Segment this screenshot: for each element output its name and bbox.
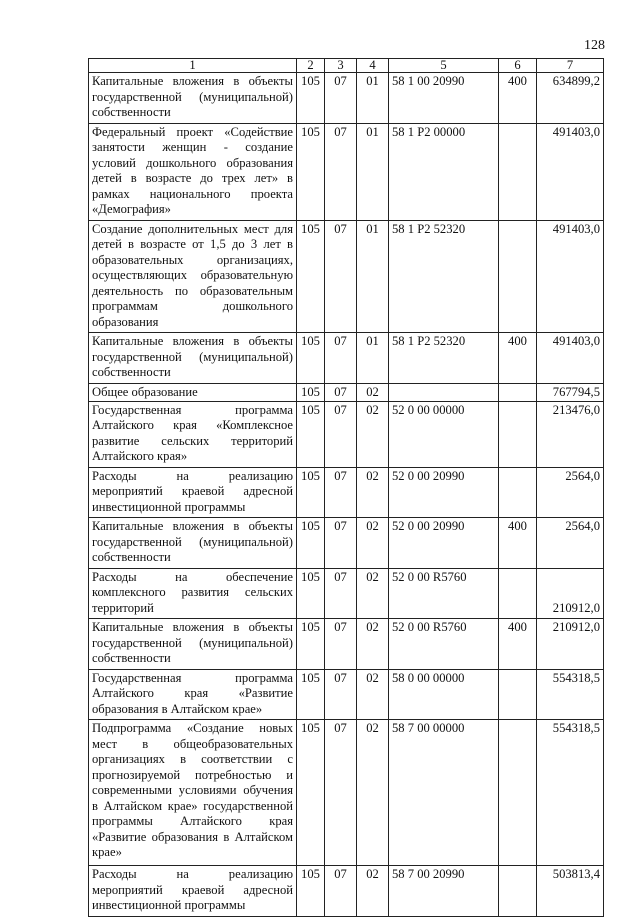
row-amount: 503813,4 — [537, 866, 604, 917]
table-row — [89, 720, 604, 866]
row-name: Общее образование — [89, 383, 297, 401]
row-section: 07 — [325, 333, 357, 384]
row-section: 07 — [325, 619, 357, 670]
row-name: Подпрограмма «Создание новых мест в общеобразовательных организациях в соответствии с прогнозируемой потребностью и современными условиями обучения в Алтайском крае» государственной программы Алтайского края «Развитие образования в Алтайском крае» — [89, 720, 297, 866]
row-expense-type — [499, 383, 537, 401]
row-subsection: 02 — [357, 619, 389, 670]
row-section: 07 — [325, 720, 357, 866]
row-target-article: 52 0 00 20990 — [389, 518, 499, 569]
table-row — [89, 669, 604, 720]
row-name: Расходы на реализацию мероприятий краевой адресной инвестиционной программы — [89, 467, 297, 518]
header-col-6: 6 — [499, 59, 537, 73]
row-code-ministry: 105 — [297, 518, 325, 569]
table-row — [89, 467, 604, 518]
table-row — [89, 220, 604, 333]
row-subsection: 02 — [357, 568, 389, 619]
row-code-ministry: 105 — [297, 220, 325, 333]
row-subsection: 01 — [357, 333, 389, 384]
row-name: Федеральный проект «Содействие занятости женщин - создание условий дошкольного образования детей в возрасте до трех лет» в рамках национального проекта «Демография» — [89, 123, 297, 220]
row-amount: 210912,0 — [537, 568, 604, 619]
row-expense-type — [499, 467, 537, 518]
row-target-article: 58 1 P2 52320 — [389, 333, 499, 384]
row-target-article: 52 0 00 00000 — [389, 401, 499, 467]
row-code-ministry: 105 — [297, 383, 325, 401]
row-subsection: 02 — [357, 866, 389, 917]
header-col-7: 7 — [537, 59, 604, 73]
row-expense-type — [499, 866, 537, 917]
header-col-5: 5 — [389, 59, 499, 73]
table-row — [89, 866, 604, 917]
row-target-article: 58 7 00 20990 — [389, 866, 499, 917]
row-amount: 213476,0 — [537, 401, 604, 467]
row-amount: 491403,0 — [537, 333, 604, 384]
page-number: 128 — [584, 38, 605, 53]
row-code-ministry: 105 — [297, 401, 325, 467]
row-subsection: 01 — [357, 220, 389, 333]
row-target-article: 58 1 00 20990 — [389, 73, 499, 124]
row-amount: 634899,2 — [537, 73, 604, 124]
row-expense-type: 400 — [499, 333, 537, 384]
row-target-article: 52 0 00 R5760 — [389, 619, 499, 670]
row-name: Государственная программа Алтайского края «Комплексное развитие сельских территорий Алтайского края» — [89, 401, 297, 467]
table-row — [89, 383, 604, 401]
header-col-2: 2 — [297, 59, 325, 73]
row-name: Расходы на обеспечение комплексного развития сельских территорий — [89, 568, 297, 619]
row-expense-type — [499, 401, 537, 467]
row-target-article — [389, 383, 499, 401]
row-section: 07 — [325, 669, 357, 720]
row-subsection: 02 — [357, 383, 389, 401]
row-code-ministry: 105 — [297, 123, 325, 220]
row-expense-type: 400 — [499, 619, 537, 670]
row-code-ministry: 105 — [297, 720, 325, 866]
row-subsection: 02 — [357, 467, 389, 518]
row-name: Капитальные вложения в объекты государственной (муниципальной) собственности — [89, 73, 297, 124]
header-col-3: 3 — [325, 59, 357, 73]
table-row — [89, 619, 604, 670]
row-expense-type: 400 — [499, 518, 537, 569]
row-section: 07 — [325, 73, 357, 124]
row-name: Государственная программа Алтайского края «Развитие образования в Алтайском крае» — [89, 669, 297, 720]
row-target-article: 58 1 P2 52320 — [389, 220, 499, 333]
row-subsection: 02 — [357, 401, 389, 467]
row-code-ministry: 105 — [297, 619, 325, 670]
row-name: Создание дополнительных мест для детей в возрасте от 1,5 до 3 лет в образовательных организациях, осуществляющих образовательную деятельность по образовательным программам дошкольного образования — [89, 220, 297, 333]
row-subsection: 02 — [357, 669, 389, 720]
table-row — [89, 73, 604, 124]
row-amount: 554318,5 — [537, 669, 604, 720]
row-target-article: 58 0 00 00000 — [389, 669, 499, 720]
row-section: 07 — [325, 467, 357, 518]
row-expense-type — [499, 220, 537, 333]
row-amount: 2564,0 — [537, 518, 604, 569]
row-amount: 491403,0 — [537, 220, 604, 333]
row-section: 07 — [325, 383, 357, 401]
row-section: 07 — [325, 401, 357, 467]
row-section: 07 — [325, 568, 357, 619]
row-code-ministry: 105 — [297, 73, 325, 124]
row-code-ministry: 105 — [297, 866, 325, 917]
table-row — [89, 568, 604, 619]
row-amount: 2564,0 — [537, 467, 604, 518]
row-subsection: 02 — [357, 518, 389, 569]
row-code-ministry: 105 — [297, 669, 325, 720]
table-row — [89, 123, 604, 220]
row-amount: 554318,5 — [537, 720, 604, 866]
budget-table — [88, 58, 604, 917]
row-section: 07 — [325, 866, 357, 917]
row-section: 07 — [325, 518, 357, 569]
row-name: Капитальные вложения в объекты государственной (муниципальной) собственности — [89, 333, 297, 384]
row-amount: 210912,0 — [537, 619, 604, 670]
row-amount: 767794,5 — [537, 383, 604, 401]
row-subsection: 01 — [357, 123, 389, 220]
row-expense-type: 400 — [499, 73, 537, 124]
row-amount: 491403,0 — [537, 123, 604, 220]
table-row — [89, 333, 604, 384]
row-section: 07 — [325, 220, 357, 333]
row-name: Капитальные вложения в объекты государственной (муниципальной) собственности — [89, 619, 297, 670]
header-col-1: 1 — [89, 59, 297, 73]
row-subsection: 02 — [357, 720, 389, 866]
row-code-ministry: 105 — [297, 333, 325, 384]
table-row — [89, 518, 604, 569]
row-code-ministry: 105 — [297, 568, 325, 619]
header-row — [89, 59, 604, 73]
table-row — [89, 401, 604, 467]
row-expense-type — [499, 720, 537, 866]
row-target-article: 52 0 00 20990 — [389, 467, 499, 518]
row-expense-type — [499, 669, 537, 720]
row-target-article: 58 7 00 00000 — [389, 720, 499, 866]
row-subsection: 01 — [357, 73, 389, 124]
row-section: 07 — [325, 123, 357, 220]
row-code-ministry: 105 — [297, 467, 325, 518]
row-target-article: 58 1 P2 00000 — [389, 123, 499, 220]
row-name: Расходы на реализацию мероприятий краевой адресной инвестиционной программы — [89, 866, 297, 917]
row-name: Капитальные вложения в объекты государственной (муниципальной) собственности — [89, 518, 297, 569]
row-expense-type — [499, 568, 537, 619]
row-target-article: 52 0 00 R5760 — [389, 568, 499, 619]
header-col-4: 4 — [357, 59, 389, 73]
row-expense-type — [499, 123, 537, 220]
